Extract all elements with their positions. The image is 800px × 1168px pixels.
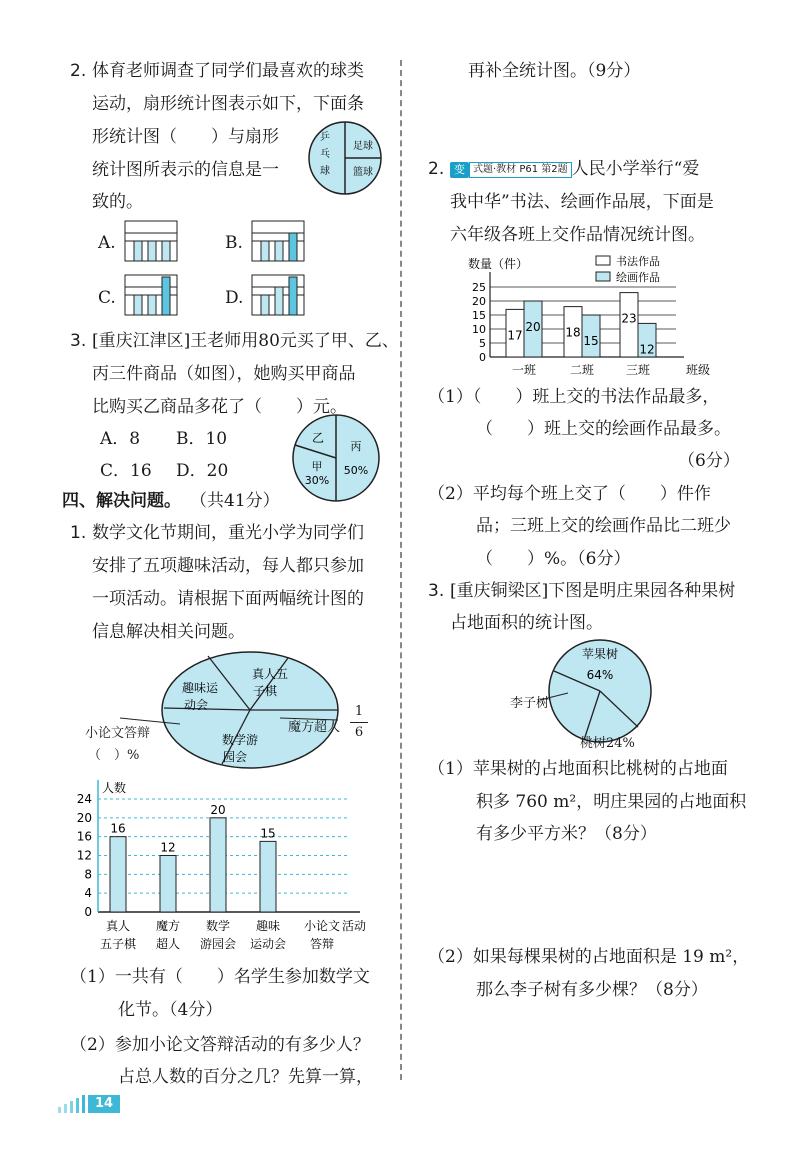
pie-label-shuxue-2: 园会 xyxy=(222,750,248,764)
y-tick-25: 25 xyxy=(472,281,486,294)
y-tick-16: 16 xyxy=(76,829,92,844)
page-badge-stripes xyxy=(58,1095,88,1113)
y-tick-5: 5 xyxy=(479,337,486,350)
bar-2 xyxy=(210,818,226,912)
r-q2-sub2-line-2: 品；三班上交的绘画作品比二班少 xyxy=(476,516,731,536)
y-tick-4: 4 xyxy=(84,886,92,901)
r-q3-line-2: 占地面积的统计图。 xyxy=(450,613,603,633)
bar-3 xyxy=(260,841,276,912)
right-continuation: 再补全统计图。（9分） xyxy=(468,61,641,81)
r-q2-sub2-line-3: （ ）%。（6分） xyxy=(476,549,631,569)
r-q2-sub1-line-1: （1）（ ）班上交的书法作品最多， xyxy=(428,387,720,407)
pie-label-apple-pct: 64% xyxy=(586,668,614,682)
q2-option-c-mini-chart[interactable] xyxy=(124,274,178,316)
r-q3-sub1-line-2: 积多 760 m²，明庄果园的占地面积 xyxy=(476,792,747,812)
p1-sub1-line-2: 化节。（4分） xyxy=(118,1000,223,1020)
q3-line-1: [重庆江津区]王老师用80元买了甲、乙、 xyxy=(92,331,399,351)
q2-option-a-label[interactable]: A. xyxy=(98,233,116,253)
p1-number: 1. xyxy=(70,523,87,543)
q3-pie-label-jia: 甲 xyxy=(311,460,323,473)
q2-option-d-label[interactable]: D. xyxy=(225,288,244,308)
column-divider xyxy=(400,60,402,1080)
q2-line-5: 致的。 xyxy=(92,192,143,212)
q2-option-b-mini-chart[interactable] xyxy=(251,220,305,262)
q3-pie-label-jia-pct: 30% xyxy=(304,474,330,487)
r-q3-line-1: [重庆铜梁区]下图是明庄果园各种果树 xyxy=(450,581,736,601)
x-tick-label-2: 三班 xyxy=(625,363,651,377)
pie-label-apple: 苹果树 xyxy=(581,647,619,661)
pie-label-xiaolunwen-pct: （ ）% xyxy=(88,748,140,763)
pie-label-xiaolunwen: 小论文答辩 xyxy=(85,726,151,741)
q3-pie-label-yi: 乙 xyxy=(311,431,325,445)
y-axis-label: 人数 xyxy=(102,781,127,795)
p1-line-4: 信息解决相关问题。 xyxy=(92,622,245,642)
r-q2-sub1-line-2: （ ）班上交的绘画作品最多。 xyxy=(476,419,731,439)
q2-pie-label-pingpong-1: 乒 xyxy=(320,132,330,143)
r-q2-line-1-text: 人民小学举行“爱 xyxy=(571,159,700,179)
r-q3-sub1-line-3: 有多少平方米？（8分） xyxy=(476,824,657,844)
x-tick-label-0-a: 真人 xyxy=(105,919,131,933)
y-tick-20: 20 xyxy=(76,810,92,825)
bar-value-0-0: 17 xyxy=(507,328,523,343)
x-axis-label: 班级 xyxy=(686,363,711,377)
y-tick-15: 15 xyxy=(472,309,486,322)
q2-option-a-mini-chart[interactable] xyxy=(124,220,178,262)
x-tick-label-1: 二班 xyxy=(569,363,595,377)
x-tick-label-2-a: 数学 xyxy=(205,919,231,933)
pie-label-shuxue-1: 数学游 xyxy=(221,733,259,747)
legend-swatch-1 xyxy=(596,272,610,281)
q3-option-a[interactable]: A．8 xyxy=(100,429,141,449)
r-q2-sub1-score: （6分） xyxy=(678,451,740,471)
bar-0 xyxy=(110,837,126,912)
q2-ball-pie-chart xyxy=(305,118,385,198)
x-tick-label-1-a: 魔方 xyxy=(155,919,181,933)
pie-fraction-numerator: 1 xyxy=(354,704,364,719)
q3-goods-pie-chart xyxy=(290,412,382,504)
x-tick-label-0-b: 五子棋 xyxy=(99,937,137,951)
variant-tag: 变 xyxy=(450,162,469,178)
q2-option-d-mini-chart[interactable] xyxy=(251,274,305,316)
x-tick-label-4-b: 答辩 xyxy=(309,937,335,951)
bar-value-3: 15 xyxy=(260,826,276,841)
pie-label-quwei-1: 趣味运 xyxy=(181,681,219,695)
q2-pie-label-pingpong-2: 乓 xyxy=(320,149,330,160)
y-tick-0: 0 xyxy=(479,351,486,364)
q3-option-d[interactable]: D．20 xyxy=(176,461,229,481)
page-number: 14 xyxy=(88,1095,120,1113)
bar-value-1-0: 18 xyxy=(565,325,581,340)
bar-value-2-0: 23 xyxy=(621,311,637,326)
pie-fraction-denominator: 6 xyxy=(354,725,364,740)
p1-activity-bar-chart xyxy=(60,772,390,962)
q2-line-2: 运动，扇形统计图表示如下，下面条 xyxy=(92,94,364,114)
p1-sub2-line-2: 占总人数的百分之几？先算一算， xyxy=(118,1067,373,1087)
x-tick-label-3-a: 趣味 xyxy=(255,919,281,933)
section-4-score: （共41分） xyxy=(190,491,280,511)
r-q2-number: 2. xyxy=(428,159,445,179)
q3-pie-label-bing: 丙 xyxy=(350,440,362,453)
bar-value-0: 16 xyxy=(110,821,126,836)
section-4-title: 四、解决问题。 xyxy=(62,491,181,511)
pie-label-quwei-2: 动会 xyxy=(183,698,209,712)
bar-value-1-1: 15 xyxy=(583,334,599,348)
x-tick-label-1-b: 超人 xyxy=(155,937,181,951)
bar-value-2: 20 xyxy=(210,802,226,817)
y-tick-0: 0 xyxy=(84,905,92,919)
legend-swatch-0 xyxy=(596,256,610,265)
r-q2-line-2: 我中华”书法、绘画作品展，下面是 xyxy=(450,192,714,212)
textbook-ref-tag: 式题·教材 P61 第2题 xyxy=(469,162,572,178)
y-tick-20: 20 xyxy=(472,295,486,308)
r-q2-line-3: 六年级各班上交作品情况统计图。 xyxy=(450,225,705,245)
legend-label-1: 绘画作品 xyxy=(616,271,660,284)
pie-label-peach: 桃树24% xyxy=(580,736,635,751)
x-tick-label-3-b: 运动会 xyxy=(249,937,287,951)
bar-1 xyxy=(160,856,176,913)
y-tick-24: 24 xyxy=(76,792,92,806)
p1-line-2: 安排了五项趣味活动，每人都只参加 xyxy=(92,556,364,576)
x-tick-label-2-b: 游园会 xyxy=(199,937,237,951)
bar-value-1: 12 xyxy=(160,840,176,855)
pie-label-zhenren-2: 子棋 xyxy=(252,684,278,698)
p1-sub1-line-1: （1）一共有（ ）名学生参加数学文 xyxy=(70,967,370,987)
q3-option-b[interactable]: B．10 xyxy=(176,429,228,449)
x-axis-label: 活动 xyxy=(342,919,367,933)
q2-number: 2. xyxy=(70,61,87,81)
pie-label-mofang: 魔方超人 xyxy=(288,720,341,735)
q2-pie-label-basketball: 篮球 xyxy=(353,167,373,178)
q3-line-2: 丙三件商品（如图），她购买甲商品 xyxy=(92,364,356,384)
q2-option-c-label[interactable]: C. xyxy=(98,288,116,308)
bar-value-2-1: 12 xyxy=(639,342,655,357)
q2-line-3: 形统计图（ ）与扇形 xyxy=(92,127,279,147)
r-q3-sub2-line-2: 那么李子树有多少棵？（8分） xyxy=(476,980,708,1000)
r-q3-number: 3. xyxy=(428,581,445,601)
pie-label-zhenren-1: 真人五 xyxy=(251,667,289,681)
q2-line-1: 体育老师调查了同学们最喜欢的球类 xyxy=(92,61,364,81)
bar-value-0-1: 20 xyxy=(525,320,541,334)
r-q3-sub1-line-1: （1）苹果树的占地面积比桃树的占地面 xyxy=(428,759,728,779)
p1-sub2-line-1: （2）参加小论文答辩活动的有多少人？ xyxy=(70,1035,370,1055)
q3-option-c[interactable]: C．16 xyxy=(100,461,152,481)
p1-line-3: 一项活动。请根据下面两幅统计图的 xyxy=(92,589,364,609)
q2-option-b-label[interactable]: B. xyxy=(225,233,243,253)
x-tick-label-4-a: 小论文 xyxy=(303,919,341,933)
x-tick-label-0: 一班 xyxy=(511,363,537,377)
r-q2-works-bar-chart xyxy=(448,250,718,378)
q3-number: 3. xyxy=(70,331,87,351)
y-axis-label: 数量（件） xyxy=(468,257,529,271)
r-q2-sub2-line-1: （2）平均每个班上交了（ ）件作 xyxy=(428,484,711,504)
y-tick-8: 8 xyxy=(84,867,92,882)
r-q2-line-1 xyxy=(450,158,699,180)
q2-pie-label-football: 足球 xyxy=(353,141,373,152)
legend-label-0: 书法作品 xyxy=(616,255,660,268)
q3-pie-label-bing-pct: 50% xyxy=(343,464,369,477)
q2-line-4: 统计图所表示的信息是一 xyxy=(92,160,279,180)
p1-line-1: 数学文化节期间，重光小学为同学们 xyxy=(92,523,364,543)
pie-label-plum: 李子树 xyxy=(510,696,550,711)
q3-line-3: 比购买乙商品多花了（ ）元。 xyxy=(92,397,347,417)
r-q3-sub2-line-1: （2）如果每棵果树的占地面积是 19 m²， xyxy=(428,947,750,967)
y-tick-10: 10 xyxy=(472,323,486,336)
y-tick-12: 12 xyxy=(76,848,92,863)
q2-pie-label-pingpong-3: 球 xyxy=(320,166,330,177)
pie-fraction-bar xyxy=(350,722,368,723)
